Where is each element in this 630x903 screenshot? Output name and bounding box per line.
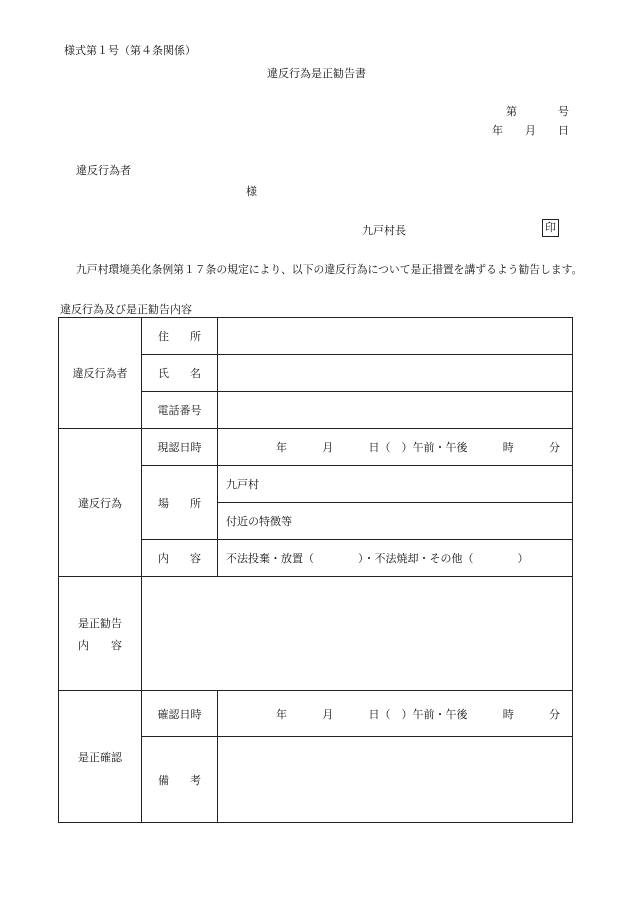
recipient-label: 違反行為者: [76, 164, 131, 177]
confirm-datetime-label: 現認日時: [142, 429, 218, 466]
seal-mark: 印: [542, 219, 559, 237]
correction-datetime-label: 確認日時: [142, 691, 218, 737]
address-label: 住 所: [142, 318, 218, 355]
document-number-suffix: 号: [558, 105, 569, 118]
phone-label: 電話番号: [142, 392, 218, 429]
confirm-datetime-field[interactable]: 年 月 日（ ）午前・午後 時 分: [218, 429, 573, 466]
document-title: 違反行為是正勧告書: [267, 67, 366, 80]
correction-header: 是正確認: [59, 691, 142, 823]
recommendation-content-field[interactable]: [142, 577, 573, 691]
date-day-label: 日: [558, 124, 569, 137]
date-year-label: 年: [492, 124, 503, 137]
violator-header: 違反行為者: [59, 318, 142, 429]
issuer-seal: [542, 219, 559, 237]
place-village-field[interactable]: 九戸村: [218, 466, 573, 503]
recommendation-header: 是正勧告 内 容: [59, 577, 142, 691]
correction-datetime-field[interactable]: 年 月 日（ ）午前・午後 時 分: [218, 691, 573, 737]
place-label: 場 所: [142, 466, 218, 540]
violation-header: 違反行為: [59, 429, 142, 577]
address-field[interactable]: [218, 318, 573, 355]
name-field[interactable]: [218, 355, 573, 392]
remarks-label: 備 考: [142, 737, 218, 823]
form-number: 様式第１号（第４条関係）: [64, 44, 196, 57]
issuer-name: 九戸村長: [362, 224, 406, 237]
content-field[interactable]: 不法投棄・放置（ ）・不法焼却・その他（ ）: [218, 540, 573, 577]
document-number-prefix: 第: [506, 105, 517, 118]
name-label: 氏 名: [142, 355, 218, 392]
date-month-label: 月: [525, 124, 536, 137]
remarks-field[interactable]: [218, 737, 573, 823]
violation-form-table: [58, 317, 573, 823]
table-caption: 違反行為及び是正勧告内容: [60, 303, 192, 316]
body-text: 九戸村環境美化条例第１７条の規定により、以下の違反行為について是正措置を講ずるよう勧告します。: [76, 263, 583, 276]
content-label: 内 容: [142, 540, 218, 577]
recipient-honorific: 様: [246, 185, 257, 198]
place-features-field[interactable]: 付近の特徴等: [218, 503, 573, 540]
phone-field[interactable]: [218, 392, 573, 429]
